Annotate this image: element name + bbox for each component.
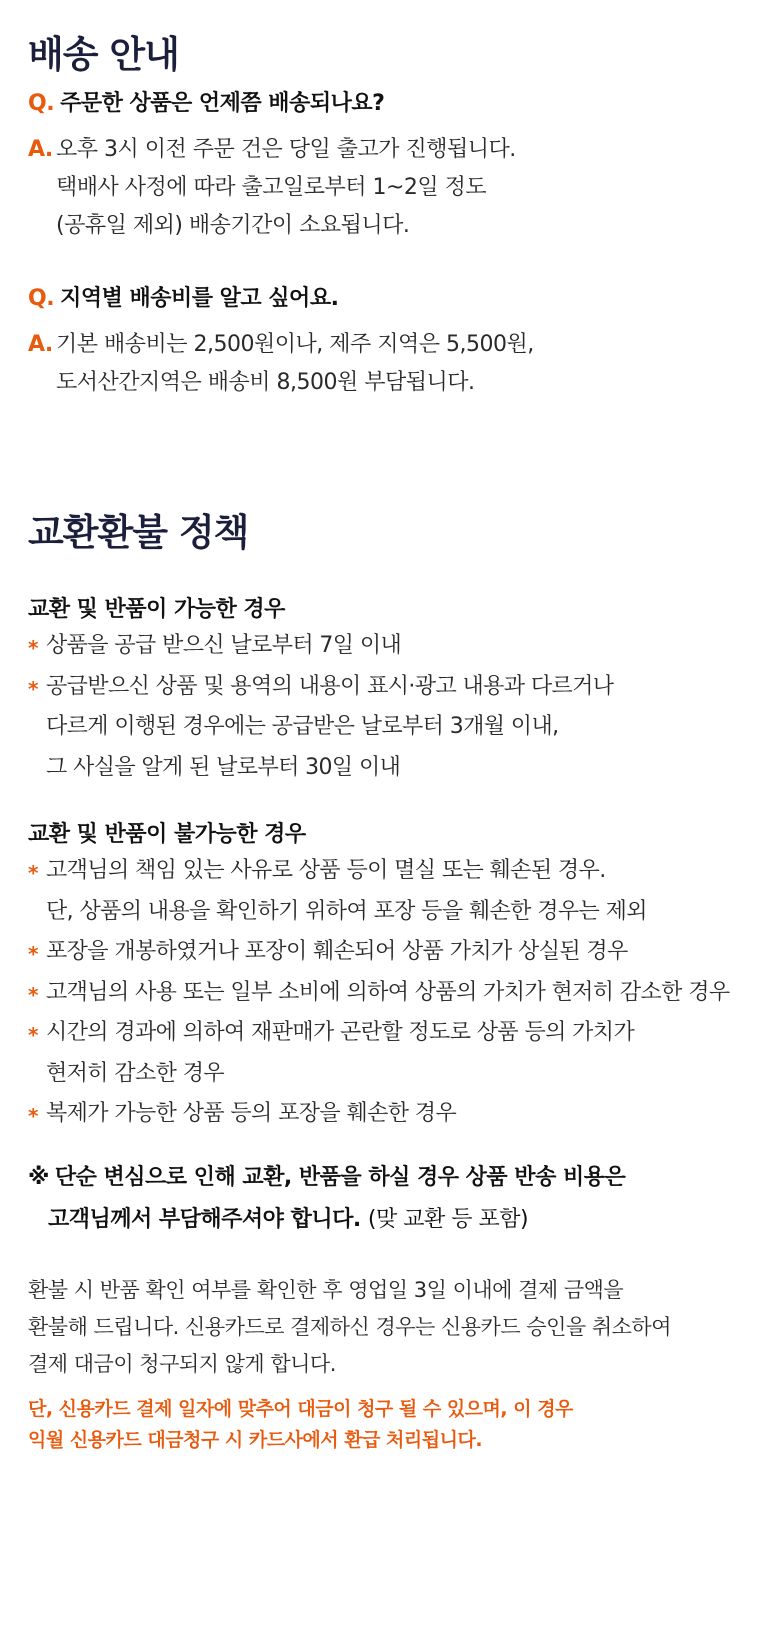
answer-line: (공휴일 제외) 배송기간이 소요됩니다. xyxy=(56,213,410,238)
list-item xyxy=(28,932,730,973)
faq-question xyxy=(28,280,534,318)
list-item-text: 시간의 경과에 의하여 재판매가 곤란할 정도로 상품 등의 가치가 xyxy=(46,1020,635,1045)
reference-mark-icon: ※ xyxy=(28,1165,49,1190)
impossible-list xyxy=(28,851,730,1135)
asterisk-icon: * xyxy=(28,1023,38,1047)
possible-list xyxy=(28,626,613,788)
answer-line: 도서산간지역은 배송비 8,500원 부담됩니다. xyxy=(56,370,475,395)
asterisk-icon: * xyxy=(28,676,38,701)
notice-text: 단순 변심으로 인해 교환, 반품을 하실 경우 상품 반송 비용은 xyxy=(54,1165,626,1190)
refund-description xyxy=(28,1272,671,1383)
return-cost-notice xyxy=(28,1157,625,1241)
impossible-heading: 교환 및 반품이 불가능한 경우 xyxy=(28,822,306,847)
question-mark-label: Q. xyxy=(28,91,55,116)
warning-line: 단, 신용카드 결제 일자에 맞추어 대금이 청구 될 수 있으며, 이 경우 xyxy=(28,1398,573,1420)
list-item xyxy=(28,1094,730,1135)
list-item xyxy=(28,626,613,667)
list-item-text: 고객님의 책임 있는 사유로 상품 등이 멸실 또는 훼손된 경우. xyxy=(46,858,606,883)
shipping-title: 배송 안내 xyxy=(28,33,179,76)
question-text: 주문한 상품은 언제쯤 배송되나요? xyxy=(60,91,385,116)
answer-mark-label: A. xyxy=(28,332,53,357)
list-item-text: 공급받으신 상품 및 용역의 내용이 표시·광고 내용과 다르거나 xyxy=(46,673,614,699)
list-item xyxy=(28,667,613,789)
list-item-text: 상품을 공급 받으신 날로부터 7일 이내 xyxy=(46,633,402,658)
faq-answer xyxy=(28,131,516,245)
notice-line xyxy=(28,1157,625,1199)
asterisk-icon: * xyxy=(28,636,38,660)
paragraph-line: 결제 대금이 청구되지 않게 합니다. xyxy=(28,1352,336,1376)
faq-item xyxy=(28,85,516,245)
paragraph-line: 환불해 드립니다. 신용카드로 결제하신 경우는 신용카드 승인을 취소하여 xyxy=(28,1315,671,1339)
notice-line xyxy=(28,1199,625,1241)
card-billing-warning xyxy=(28,1394,573,1456)
list-item-text: 다르게 이행된 경우에는 공급받은 날로부터 3개월 이내, xyxy=(46,714,559,739)
asterisk-icon: * xyxy=(28,942,38,966)
list-item-text: 복제가 가능한 상품 등의 포장을 훼손한 경우 xyxy=(46,1101,457,1126)
list-item xyxy=(28,1013,730,1094)
notice-text: 고객님께서 부담해주셔야 합니다. xyxy=(48,1207,361,1232)
asterisk-icon: * xyxy=(28,1104,38,1128)
question-mark-label: Q. xyxy=(28,286,55,311)
faq-item xyxy=(28,280,534,402)
answer-line: 기본 배송비는 2,500원이나, 제주 지역은 5,500원, xyxy=(56,332,534,357)
warning-line: 익월 신용카드 대금청구 시 카드사에서 환급 처리됩니다. xyxy=(28,1429,483,1451)
list-item xyxy=(28,851,730,932)
answer-mark-label: A. xyxy=(28,137,53,162)
list-item-text: 포장을 개봉하였거나 포장이 훼손되어 상품 가치가 상실된 경우 xyxy=(46,939,628,964)
asterisk-icon: * xyxy=(28,861,38,885)
possible-heading: 교환 및 반품이 가능한 경우 xyxy=(28,597,285,622)
list-item-text: 그 사실을 알게 된 날로부터 30일 이내 xyxy=(46,754,401,780)
answer-line: 택배사 사정에 따라 출고일로부터 1~2일 정도 xyxy=(56,175,487,200)
asterisk-icon: * xyxy=(28,982,38,1007)
list-item xyxy=(28,973,730,1014)
list-item-text: 단, 상품의 내용을 확인하기 위하여 포장 등을 훼손한 경우는 제외 xyxy=(46,898,647,924)
paragraph-line: 환불 시 반품 확인 여부를 확인한 후 영업일 3일 이내에 결제 금액을 xyxy=(28,1278,624,1302)
faq-answer xyxy=(28,326,534,402)
refund-policy-title: 교환환불 정책 xyxy=(28,511,249,554)
faq-question xyxy=(28,85,516,123)
question-text: 지역별 배송비를 알고 싶어요. xyxy=(60,286,339,311)
notice-paren-text: (맞 교환 등 포함) xyxy=(367,1207,529,1232)
list-item-text: 현저히 감소한 경우 xyxy=(46,1060,225,1086)
list-item-text: 고객님의 사용 또는 일부 소비에 의하여 상품의 가치가 현저히 감소한 경우 xyxy=(46,979,730,1005)
answer-line: 오후 3시 이전 주문 건은 당일 출고가 진행됩니다. xyxy=(56,137,516,162)
